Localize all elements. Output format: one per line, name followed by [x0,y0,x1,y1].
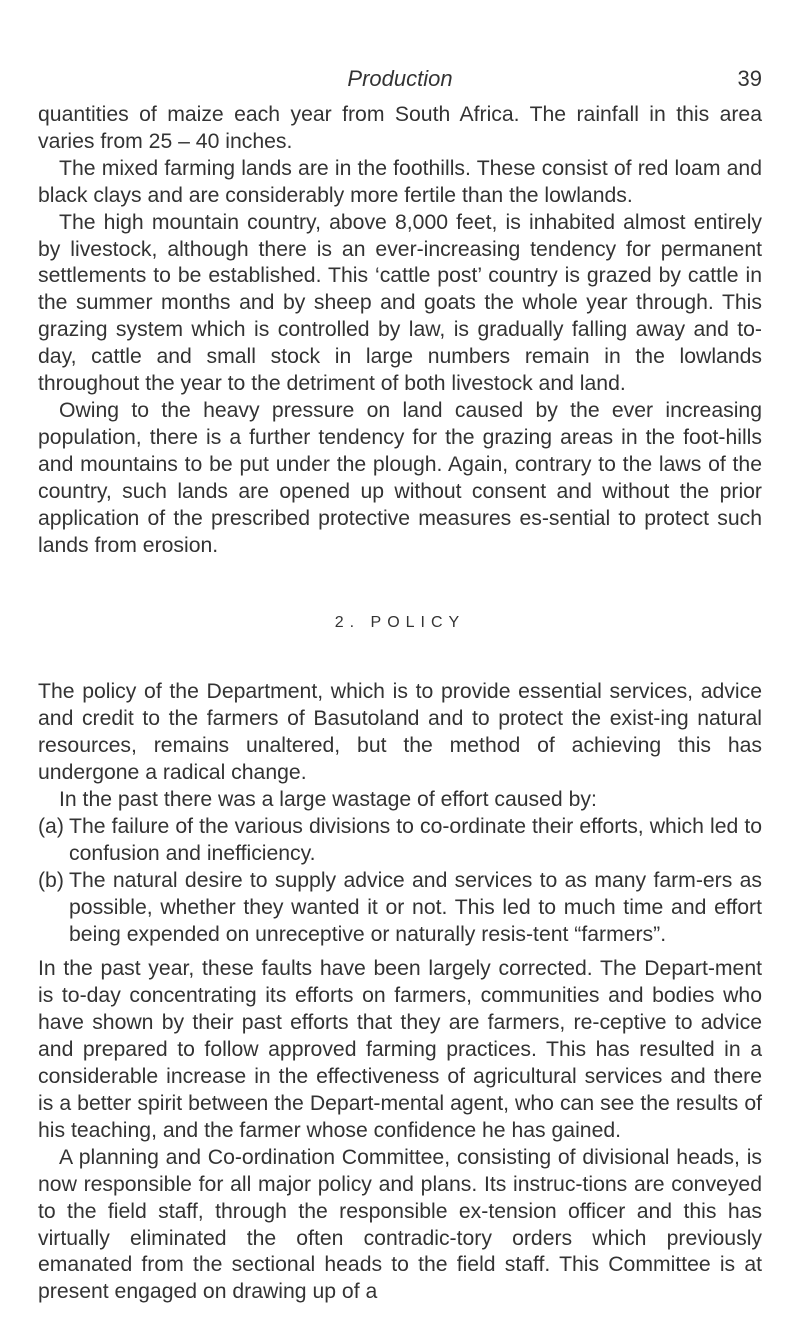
paragraph: Owing to the heavy pressure on land caused by the ever increasing population, there is a further tendency for the grazing areas in the foot-hills and mountains to be put under the plough. Again, contrary to the laws of the country, such lands are opened up without consent and without the prior application of the prescribed protective measures es-sential to protect such lands from erosion. [38,398,762,557]
list-item [38,814,762,868]
paragraph: quantities of maize each year from South Africa. The rainfall in this area varies from 25 – 40 inches. [38,103,762,153]
section-heading: 2. POLICY [334,614,466,632]
list-item [38,868,762,949]
paragraph: The policy of the Department, which is to provide essential services, advice and credit to the farmers of Basutoland and to protect the exist-ing natural resources, remains unaltered, but the method of achieving this has undergone a radical change. [38,680,762,785]
list-item-text: The failure of the various divisions to co-ordinate their efforts, which led to confusion and inefficiency. [69,814,762,865]
list-marker: (b) [38,868,64,892]
paragraph: The mixed farming lands are in the foothills. These consist of red loam and black clays and are considerably more fertile than the lowlands. [38,156,762,207]
running-head [38,62,762,96]
page-number: 39 [737,66,762,91]
running-head-title: Production [347,66,453,91]
paragraph: In the past year, these faults have been largely corrected. The Depart-ment is to-day concentrating its efforts on farmers, communities and bodies who have shown by their past efforts that they are farmers, re-ceptive to advice and prepared to follow approved farming practices. This has resulted in a considerable increase in the effectiveness of agricultural services and there is a better spirit between the Depart-mental agent, who can see the results of his teaching, and the farmer whose confidence he has gained. [38,957,762,1142]
paragraph: The high mountain country, above 8,000 feet, is inhabited almost entirely by livestock, although there is an ever-increasing tendency for permanent settlements to be established. This ‘cattle post’ country is grazed by cattle in the summer months and by sheep and goats the whole year through. This grazing system which is controlled by law, is gradually falling away and to-day, cattle and small stock in large numbers remain in the lowlands throughout the year to the detriment of both livestock and land. [38,210,762,396]
paragraph: A planning and Co-ordination Committee, consisting of divisional heads, is now responsible for all major policy and plans. Its instruc-tions are conveyed to the field staff, through the responsible ex-tension officer and this has virtually eliminated the often contradic-tory orders which previously emanated from the sectional heads to the field staff. This Committee is at present engaged on drawing up of a [38,1145,762,1304]
body-text [38,102,762,1306]
list-item-text: The natural desire to supply advice and services to as many farm-ers as possible, whether they wanted it or not. This led to much time and effort being expended on unreceptive or naturally resis-tent “farmers”. [69,868,762,946]
paragraph: In the past there was a large wastage of effort caused by: [59,788,597,812]
list-marker: (a) [38,814,64,838]
